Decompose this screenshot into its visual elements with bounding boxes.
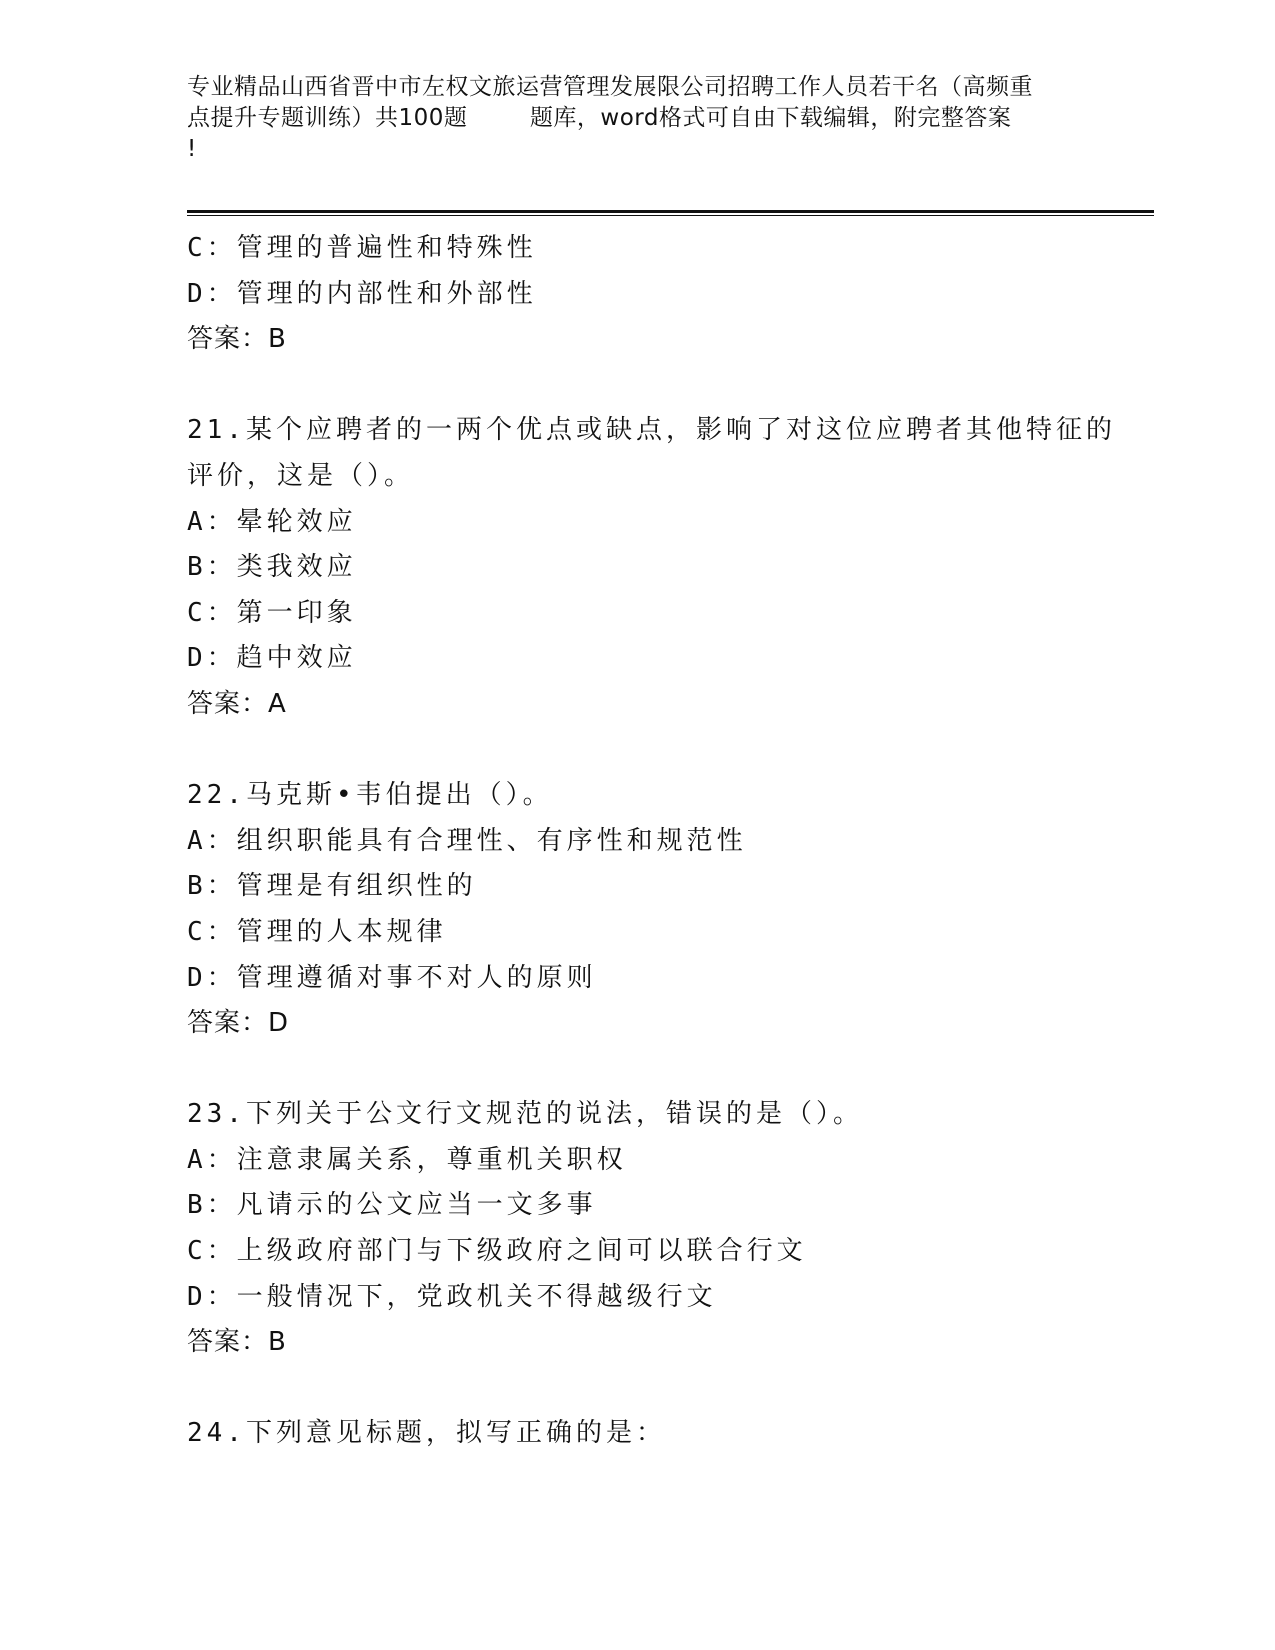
document-header xyxy=(187,72,1087,165)
answer-line: 答案：D xyxy=(187,1008,290,1039)
option-a: A：晕轮效应 xyxy=(187,506,357,537)
question-block-23 xyxy=(187,1092,1147,1366)
question-stem: 21.某个应聘者的一两个优点或缺点，影响了对这位应聘者其他特征的 xyxy=(187,415,1116,446)
question-stem: 23.下列关于公文行文规范的说法，错误的是（）。 xyxy=(187,1099,863,1130)
header-line: ! xyxy=(187,136,197,162)
answer-line: 答案：B xyxy=(187,324,287,355)
question-block-22 xyxy=(187,773,1147,1047)
question-stem: 22.马克斯•韦伯提出（）。 xyxy=(187,780,553,811)
header-divider-thick xyxy=(187,210,1154,213)
question-block-24 xyxy=(187,1411,1147,1457)
header-line: 点提升专题训练）共100题 题库，word格式可自由下载编辑，附完整答案 xyxy=(187,105,1012,131)
option-c: C：管理的普遍性和特殊性 xyxy=(187,233,537,263)
question-block-continued xyxy=(187,226,1147,363)
header-line: 专业精品山西省晋中市左权文旅运营管理发展限公司招聘工作人员若干名（高频重 xyxy=(187,74,1033,100)
option-c: C：管理的人本规律 xyxy=(187,916,447,947)
option-c: C：上级政府部门与下级政府之间可以联合行文 xyxy=(187,1236,807,1267)
header-divider-thin xyxy=(187,215,1154,216)
option-d: D：一般情况下，党政机关不得越级行文 xyxy=(187,1281,717,1312)
option-a: A：注意隶属关系，尊重机关职权 xyxy=(187,1144,627,1175)
option-b: B：管理是有组织性的 xyxy=(187,871,477,902)
answer-line: 答案：A xyxy=(187,688,287,719)
option-b: B：类我效应 xyxy=(187,552,357,583)
option-b: B：凡请示的公文应当一文多事 xyxy=(187,1190,597,1221)
answer-line: 答案：B xyxy=(187,1327,287,1358)
option-a: A：组织职能具有合理性、有序性和规范性 xyxy=(187,825,747,856)
question-stem: 评价，这是（）。 xyxy=(187,460,415,491)
question-list xyxy=(187,226,1147,1457)
option-d: D：管理遵循对事不对人的原则 xyxy=(187,962,597,993)
question-block-21 xyxy=(187,408,1147,727)
option-c: C：第一印象 xyxy=(187,597,357,628)
option-d: D：趋中效应 xyxy=(187,643,357,674)
option-d: D：管理的内部性和外部性 xyxy=(187,278,537,309)
question-stem: 24.下列意见标题，拟写正确的是： xyxy=(187,1418,666,1449)
